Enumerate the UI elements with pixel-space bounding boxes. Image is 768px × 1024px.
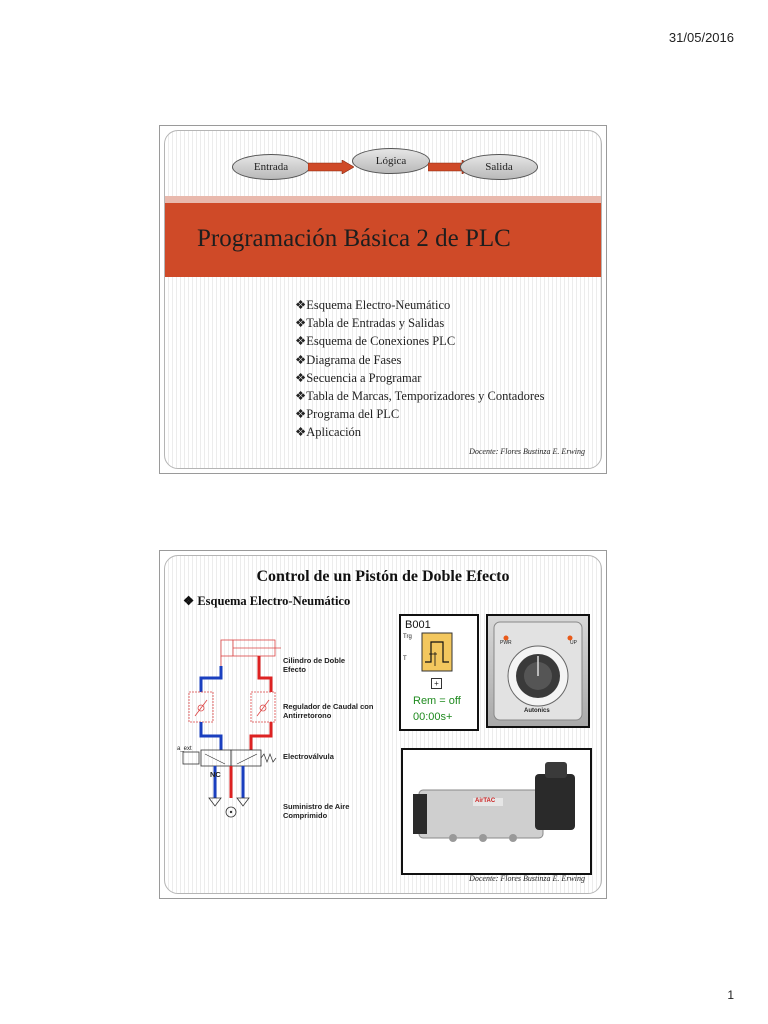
topic-list <box>295 296 544 442</box>
list-item: ❖Tabla de Marcas, Temporizadores y Contadores <box>295 389 545 404</box>
list-item: ❖Esquema de Conexiones PLC <box>295 334 456 349</box>
timer-remanence: Rem = off <box>413 695 461 707</box>
solenoid-valve-image <box>403 750 590 873</box>
teacher-credit: Docente: Flores Bustinza E. Erwing <box>469 447 585 456</box>
slide-1 <box>159 125 607 474</box>
list-item: ❖Aplicación <box>295 425 362 440</box>
timer-block <box>399 614 479 731</box>
up-label: UP <box>570 640 577 646</box>
bullet-icon: ❖ <box>295 316 307 331</box>
bullet-icon: ❖ <box>295 389 307 404</box>
slide-2-title: Control de un Pistón de Doble Efecto <box>256 568 510 585</box>
pulse-icon <box>421 632 453 672</box>
timer-device-photo <box>486 614 590 728</box>
pwr-label: PWR <box>500 640 512 646</box>
list-item: ❖Programa del PLC <box>295 407 400 422</box>
arrow-icon <box>308 160 354 174</box>
title-band <box>165 203 601 277</box>
slide-2-frame <box>164 555 602 894</box>
slide-2-subtitle: ❖ Esquema Electro-Neumático <box>183 594 351 608</box>
slide-2 <box>159 550 607 899</box>
trigger-label: Trg <box>403 634 412 640</box>
expand-icon[interactable]: + <box>431 678 442 689</box>
solenoid-valve-photo <box>401 748 592 875</box>
page-number: 1 <box>727 988 734 1002</box>
regulator-label: Regulador de Caudal con Antirretorono <box>283 702 374 720</box>
bullet-icon: ❖ <box>295 298 307 312</box>
timer-value: 00:00s+ <box>413 711 453 723</box>
pneumatic-schematic <box>181 638 281 833</box>
bullet-icon: ❖ <box>183 594 195 608</box>
slide-1-frame <box>164 130 602 469</box>
device-brand: Autonics <box>524 708 550 714</box>
cylinder-label: Cilindro de Doble Efecto <box>283 656 346 674</box>
bullet-icon: ❖ <box>295 370 307 385</box>
io-flow-diagram <box>165 147 601 187</box>
accent-bar <box>165 196 601 203</box>
t-label: T <box>403 656 407 662</box>
bullet-icon: ❖ <box>295 352 307 367</box>
logic-oval: Lógica <box>352 148 430 174</box>
supply-label: Suministro de Aire Comprimido <box>283 802 350 820</box>
valve-brand: AirTAC <box>475 798 496 804</box>
page-date: 31/05/2016 <box>668 30 734 45</box>
timer-block-name: B001 <box>405 619 431 631</box>
teacher-credit: Docente: Flores Bustinza E. Erwing <box>469 874 585 883</box>
input-oval: Entrada <box>232 154 310 180</box>
bullet-icon: ❖ <box>295 334 307 349</box>
slide-1-title: Programación Básica 2 de PLC <box>197 225 511 252</box>
valve-label: Electroválvula <box>283 752 334 761</box>
list-item: ❖Esquema Electro-Neumático <box>295 298 451 312</box>
list-item: ❖Tabla de Entradas y Salidas <box>295 316 445 331</box>
bullet-icon: ❖ <box>295 407 307 422</box>
nc-label: NC <box>210 770 221 779</box>
bullet-icon: ❖ <box>295 425 307 440</box>
a-ext-label: a_ext <box>177 746 192 752</box>
list-item: ❖Secuencia a Programar <box>295 370 422 385</box>
list-item: ❖Diagrama de Fases <box>295 352 402 367</box>
output-oval: Salida <box>460 154 538 180</box>
